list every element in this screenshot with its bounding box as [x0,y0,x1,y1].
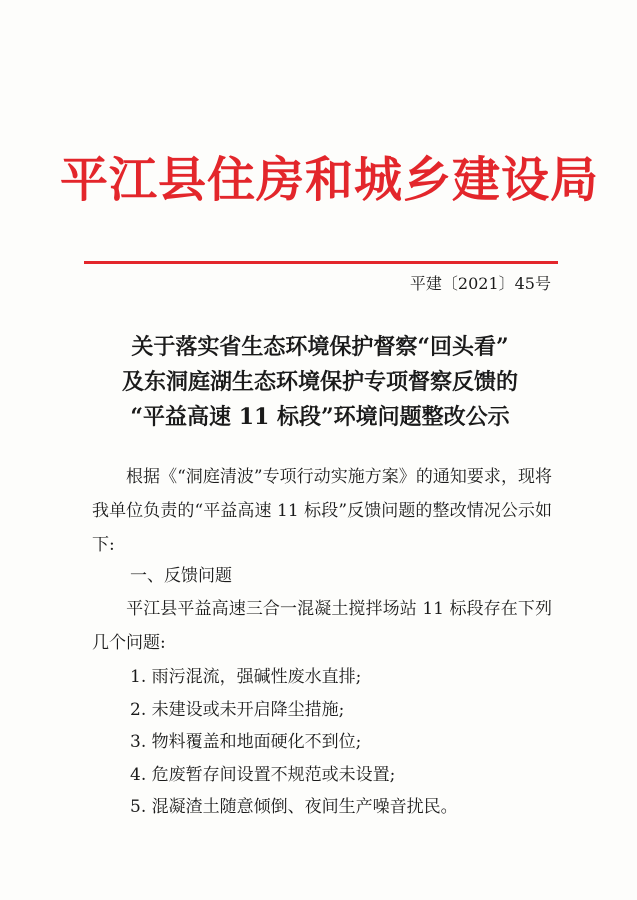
section-heading-feedback: 一、反馈问题 [130,566,232,586]
intro-text: 根据《“洞庭清波”专项行动实施方案》的通知要求，现将我单位负责的“平益高速 11 标段”反馈问题的整改情况公示如下: [92,467,552,555]
issue-list [130,661,458,824]
document-title [70,330,570,435]
list-item: 4. 危废暂存间设置不规范或未设置; [130,764,396,785]
document-number: 平建〔2021〕45号 [409,274,551,293]
issues-intro-text: 平江县平益高速三合一混凝土搅拌场站 11 标段存在下列几个问题: [92,599,552,653]
intro-paragraph [92,460,552,562]
title-line-2: 及东洞庭湖生态环境保护专项督察反馈的 [121,369,518,395]
organization-header: 平江县住房和城乡建设局 [60,152,600,208]
red-divider [84,261,558,264]
list-item: 2. 未建设或未开启降尘措施; [130,699,345,720]
title-line-1: 关于落实省生态环境保护督察“回头看” [131,334,509,360]
issues-intro-paragraph [92,592,552,660]
title-line-3: “平益高速 11 标段”环境问题整改公示 [130,404,510,430]
list-item: 5. 混凝渣土随意倾倒、夜间生产噪音扰民。 [130,797,458,817]
list-item: 1. 雨污混流，强碱性废水直排; [130,667,362,687]
list-item: 3. 物料覆盖和地面硬化不到位; [130,732,362,752]
